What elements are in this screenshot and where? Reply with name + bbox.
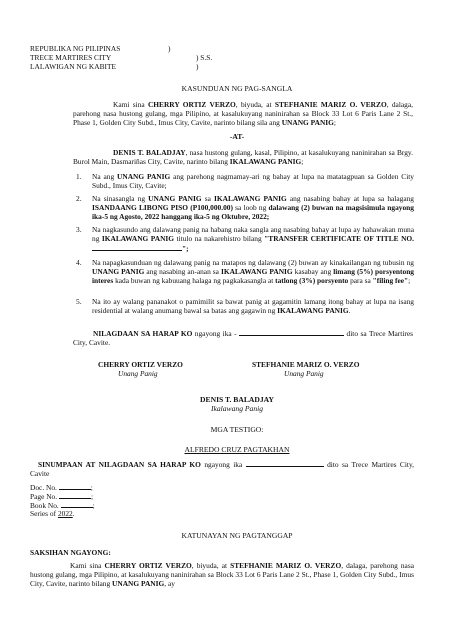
signatory-2-role: Unang Panig (284, 369, 324, 378)
clause-3-number: 3. (76, 225, 82, 234)
clause-1: Na ang UNANG PANIG ang parehong nagmamay-ari ng bahay at lupa na matatagpuan sa Golden City Subd., Imus City, Cavite; (92, 172, 414, 191)
signatory-2-name: STEFHANIE MARIZ O. VERZO (252, 360, 360, 369)
signatory-3-role: Ikalawang Panig (210, 404, 264, 413)
witness-heading: MGA TESTIGO: (210, 425, 264, 434)
katunayan-heading: KATUNAYAN NG PAGTANGGAP (181, 531, 293, 540)
saksihan-heading: SAKSIHAN NGAYONG: (30, 548, 111, 557)
final-paragraph: Kami sina CHERRY ORTIZ VERZO, biyuda, at STEFHANIE MARIZ O. VERZO, dalaga, parehong nasa hustong gulang, mga Pilipino, at kasalukuyang naninirahan sa Block 33 Lot 6 Paris Lane 2 St., Phase 1, Golden City Subd., Imus City, Cavite, narinto bilang UNANG PANIG, ay (30, 561, 414, 589)
witness-name: ALFREDO CRUZ PAGTAKHAN (184, 445, 290, 454)
series-of: Series of 2022. (30, 509, 75, 518)
clause-5: Na ito ay walang pananakot o pamimilit sa bawat panig at gagamitin lamang itong bahay at lupa na isang residential at walang anumang bawal sa batas ang gagawin ng IKALAWANG PANIG. (92, 297, 414, 316)
party-2-paragraph: DENIS T. BALADJAY, nasa hustong gulang, kasal, Pilipino, at kasalukuyang naninirahan sa Brgy. Burol Main, Dasmariñas City, Cavite, narinto bilang IKALAWANG PANIG; (73, 148, 413, 167)
at-separator: -AT- (229, 132, 245, 141)
clause-3: Na nagkasundo ang dalawang panig na habang naka sangla ang nasabing bahay at lupa ay hahawakan muna ng IKALAWANG PANIG titulo na nakarehistro bilang "TRANSFER CERTIFICATE OF TITLE NO. "; (92, 225, 414, 254)
signatory-1-role: Unang Panig (118, 369, 158, 378)
date-blank (239, 328, 344, 336)
header-paren-2: ) (196, 62, 199, 71)
header-ss: ) S.S. (196, 53, 213, 62)
signatory-1-name: CHERRY ORTIZ VERZO (98, 360, 183, 369)
nilagdaan-paragraph: NILAGDAAN SA HARAP KO ngayong ika - dito sa Trece Martires City, Cavite. (73, 329, 413, 348)
title-number-blank (92, 243, 182, 251)
book-no: Book No. ; (30, 501, 95, 510)
sworn-date-blank (246, 459, 324, 467)
clause-2: Na sinasangla ng UNANG PANIG sa IKALAWANG PANIG ang nasabing bahay at lupa sa halagang ISANDAANG LIBONG PISO (P100,000.00) sa loob ng dalawang (2) buwan na magsisimula ngayong ika-5 ng Agosto, 2022 hanggang ika-5 ng Oktubre, 2022; (92, 194, 414, 222)
document-title: KASUNDUAN NG PAG-SANGLA (181, 84, 293, 93)
sinumpaan-paragraph: SINUMPAAN AT NILAGDAAN SA HARAP KO ngayong ika dito sa Trece Martires City, Cavite (30, 460, 415, 479)
clause-1-number: 1. (76, 172, 82, 181)
clause-5-number: 5. (76, 297, 82, 306)
signatory-3-name: DENIS T. BALADJAY (200, 395, 274, 404)
header-line-3: LALAWIGAN NG KABITE (30, 62, 117, 71)
clause-4: Na napagkasunduan ng dalawang panig na matapos ng dalawang (2) buwan ay kinakailangan ng tubusin ng UNANG PANIG ang nasabing an-anan sa IKALAWANG PANIG kasabay ang limang (5%) porsyentong interes kada buwan ng kabuuang halaga ng pagkakasangla at tatlong (3%) porsyento para sa "filing fee"; (92, 258, 415, 286)
header-paren: ) (168, 44, 171, 53)
doc-no: Doc. No. ; (30, 483, 93, 492)
party-1-paragraph: Kami sina CHERRY ORTIZ VERZO, biyuda, at STEFHANIE MARIZ O. VERZO, dalaga, parehong nasa hustong gulang, mga Pilipino, at kasalukuyang naninirahan sa Block 33 Lot 6 Paris Lane 2 St., Phase 1, Golden City Subd., Imus City, Cavite, narinto bilang sila ang UNANG PANIG; (73, 100, 413, 128)
clause-2-number: 2. (76, 194, 82, 203)
page-no: Page No. ; (30, 492, 94, 501)
header-line-1: REPUBLIKA NG PILIPINAS (30, 44, 121, 53)
header-line-2: TRECE MARTIRES CITY (30, 53, 112, 62)
clause-4-number: 4. (76, 258, 82, 267)
